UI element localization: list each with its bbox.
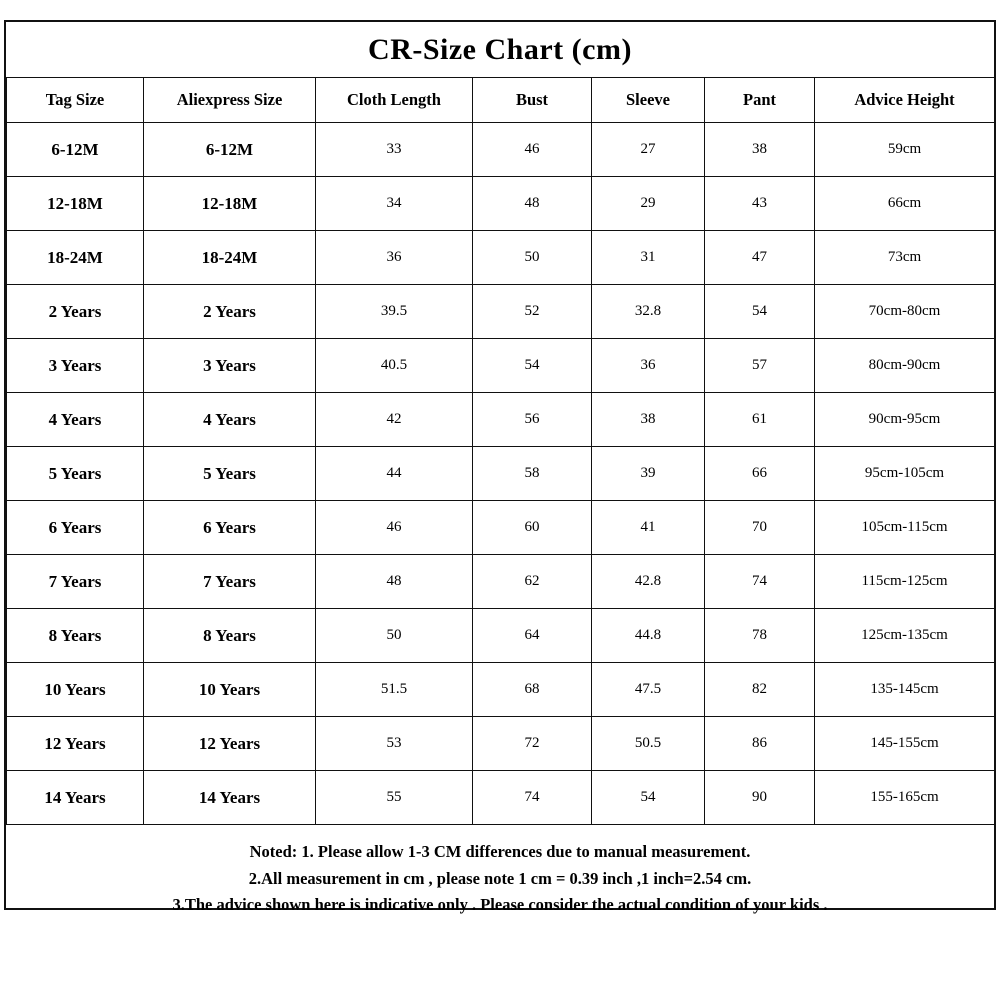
table-row	[7, 717, 995, 771]
cell-sleeve: 54	[592, 771, 705, 825]
column-header-aliexpress-size: Aliexpress Size	[144, 78, 316, 123]
cell-advice-height: 125cm-135cm	[815, 609, 995, 663]
cell-aliexpress-size: 6 Years	[144, 501, 316, 555]
cell-tag-size: 8 Years	[7, 609, 144, 663]
cell-pant: 66	[705, 447, 815, 501]
cell-sleeve: 27	[592, 123, 705, 177]
table-row	[7, 663, 995, 717]
cell-cloth-length: 50	[316, 609, 473, 663]
note-line-1: Noted: 1. Please allow 1-3 CM differences due to manual measurement.	[249, 842, 751, 861]
cell-tag-size: 6 Years	[7, 501, 144, 555]
table-row	[7, 123, 995, 177]
cell-pant: 43	[705, 177, 815, 231]
cell-pant: 90	[705, 771, 815, 825]
cell-bust: 48	[473, 177, 592, 231]
cell-tag-size: 12 Years	[7, 717, 144, 771]
cell-aliexpress-size: 2 Years	[144, 285, 316, 339]
cell-advice-height: 105cm-115cm	[815, 501, 995, 555]
cell-bust: 62	[473, 555, 592, 609]
table-row	[7, 285, 995, 339]
column-header-cloth-length: Cloth Length	[316, 78, 473, 123]
cell-pant: 78	[705, 609, 815, 663]
cell-pant: 82	[705, 663, 815, 717]
table-row	[7, 555, 995, 609]
cell-cloth-length: 51.5	[316, 663, 473, 717]
cell-aliexpress-size: 3 Years	[144, 339, 316, 393]
cell-advice-height: 135-145cm	[815, 663, 995, 717]
cell-bust: 54	[473, 339, 592, 393]
cell-advice-height: 145-155cm	[815, 717, 995, 771]
table-row	[7, 339, 995, 393]
cell-advice-height: 70cm-80cm	[815, 285, 995, 339]
cell-cloth-length: 48	[316, 555, 473, 609]
cell-tag-size: 14 Years	[7, 771, 144, 825]
cell-cloth-length: 42	[316, 393, 473, 447]
cell-aliexpress-size: 18-24M	[144, 231, 316, 285]
cell-pant: 70	[705, 501, 815, 555]
table-body	[7, 123, 995, 825]
cell-aliexpress-size: 8 Years	[144, 609, 316, 663]
column-header-advice-height: Advice Height	[815, 78, 995, 123]
note-line-3: 3.The advice shown here is indicative only . Please consider the actual condition of your kids .	[172, 895, 828, 915]
cell-bust: 74	[473, 771, 592, 825]
table-row	[7, 447, 995, 501]
cell-bust: 56	[473, 393, 592, 447]
cell-tag-size: 6-12M	[7, 123, 144, 177]
cell-aliexpress-size: 6-12M	[144, 123, 316, 177]
cell-tag-size: 2 Years	[7, 285, 144, 339]
cell-aliexpress-size: 7 Years	[144, 555, 316, 609]
cell-bust: 50	[473, 231, 592, 285]
cell-sleeve: 41	[592, 501, 705, 555]
cell-pant: 47	[705, 231, 815, 285]
table-row	[7, 231, 995, 285]
cell-tag-size: 10 Years	[7, 663, 144, 717]
size-chart-frame	[4, 20, 996, 915]
cell-advice-height: 73cm	[815, 231, 995, 285]
cell-tag-size: 12-18M	[7, 177, 144, 231]
cell-cloth-length: 53	[316, 717, 473, 771]
page-title: CR-Size Chart (cm)	[368, 33, 632, 66]
cell-cloth-length: 34	[316, 177, 473, 231]
cell-advice-height: 155-165cm	[815, 771, 995, 825]
cell-bust: 68	[473, 663, 592, 717]
column-header-bust: Bust	[473, 78, 592, 123]
cell-sleeve: 39	[592, 447, 705, 501]
cell-aliexpress-size: 12-18M	[144, 177, 316, 231]
notes-section	[6, 825, 994, 919]
cell-sleeve: 44.8	[592, 609, 705, 663]
cell-advice-height: 95cm-105cm	[815, 447, 995, 501]
cell-cloth-length: 36	[316, 231, 473, 285]
cell-bust: 52	[473, 285, 592, 339]
cell-sleeve: 38	[592, 393, 705, 447]
size-chart-table	[6, 77, 995, 825]
table-row	[7, 393, 995, 447]
cell-advice-height: 115cm-125cm	[815, 555, 995, 609]
table-row	[7, 177, 995, 231]
note-line-2: 2.All measurement in cm , please note 1 cm = 0.39 inch ,1 inch=2.54 cm.	[248, 868, 752, 888]
cell-tag-size: 5 Years	[7, 447, 144, 501]
cell-aliexpress-size: 12 Years	[144, 717, 316, 771]
table-row	[7, 771, 995, 825]
cell-bust: 72	[473, 717, 592, 771]
cell-pant: 74	[705, 555, 815, 609]
cell-bust: 46	[473, 123, 592, 177]
column-header-sleeve: Sleeve	[592, 78, 705, 123]
cell-advice-height: 66cm	[815, 177, 995, 231]
cell-sleeve: 50.5	[592, 717, 705, 771]
cell-sleeve: 42.8	[592, 555, 705, 609]
cell-cloth-length: 44	[316, 447, 473, 501]
cell-tag-size: 7 Years	[7, 555, 144, 609]
cell-pant: 61	[705, 393, 815, 447]
cell-pant: 57	[705, 339, 815, 393]
cell-bust: 64	[473, 609, 592, 663]
column-header-tag-size: Tag Size	[7, 78, 144, 123]
cell-tag-size: 3 Years	[7, 339, 144, 393]
cell-tag-size: 18-24M	[7, 231, 144, 285]
cell-bust: 60	[473, 501, 592, 555]
cell-cloth-length: 33	[316, 123, 473, 177]
cell-bust: 58	[473, 447, 592, 501]
cell-pant: 54	[705, 285, 815, 339]
cell-cloth-length: 40.5	[316, 339, 473, 393]
cell-tag-size: 4 Years	[7, 393, 144, 447]
table-header-row	[7, 78, 995, 123]
cell-aliexpress-size: 4 Years	[144, 393, 316, 447]
cell-advice-height: 59cm	[815, 123, 995, 177]
cell-advice-height: 90cm-95cm	[815, 393, 995, 447]
cell-advice-height: 80cm-90cm	[815, 339, 995, 393]
cell-sleeve: 47.5	[592, 663, 705, 717]
cell-sleeve: 31	[592, 231, 705, 285]
cell-cloth-length: 39.5	[316, 285, 473, 339]
cell-sleeve: 32.8	[592, 285, 705, 339]
column-header-pant: Pant	[705, 78, 815, 123]
table-row	[7, 501, 995, 555]
cell-cloth-length: 46	[316, 501, 473, 555]
cell-aliexpress-size: 14 Years	[144, 771, 316, 825]
cell-aliexpress-size: 10 Years	[144, 663, 316, 717]
table-header	[7, 78, 995, 123]
cell-sleeve: 29	[592, 177, 705, 231]
cell-pant: 38	[705, 123, 815, 177]
table-row	[7, 609, 995, 663]
cell-aliexpress-size: 5 Years	[144, 447, 316, 501]
cell-cloth-length: 55	[316, 771, 473, 825]
cell-sleeve: 36	[592, 339, 705, 393]
cell-pant: 86	[705, 717, 815, 771]
